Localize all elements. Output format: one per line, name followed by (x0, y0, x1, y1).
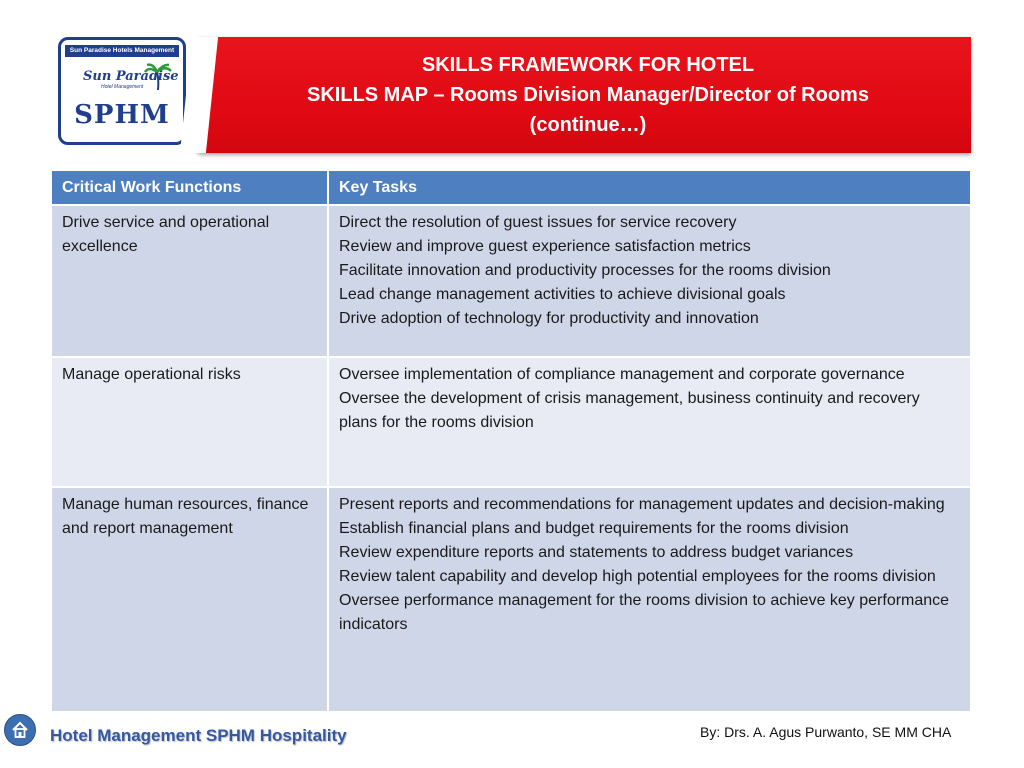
logo-top-text: Sun Paradise Hotels Management (65, 45, 179, 57)
table-row (52, 205, 971, 357)
function-cell: Drive service and operational excellence (52, 205, 328, 357)
task-item: Review talent capability and develop high potential employees for the rooms division (339, 568, 936, 585)
task-item: Direct the resolution of guest issues for service recovery (339, 214, 737, 231)
title-line-3: (continue…) (529, 114, 647, 136)
title-line-2: SKILLS MAP – Rooms Division Manager/Director of Rooms (307, 84, 869, 106)
function-cell: Manage operational risks (52, 357, 328, 487)
home-icon (5, 715, 35, 745)
tasks-cell (328, 357, 971, 487)
title-line-1: SKILLS FRAMEWORK FOR HOTEL (421, 54, 755, 76)
task-item: Review expenditure reports and statements to address budget variances (339, 544, 854, 561)
task-item: Oversee implementation of compliance management and corporate governance (339, 366, 905, 383)
footer-brand: Hotel Management SPHM Hospitality (50, 726, 347, 745)
footer-author: By: Drs. A. Agus Purwanto, SE MM CHA (700, 724, 952, 740)
sphm-logo (58, 37, 186, 145)
table-row (52, 487, 971, 711)
palm-tree-icon (143, 62, 173, 92)
page-title (200, 50, 976, 140)
logo-brand: SPHM (74, 100, 170, 130)
task-item: Drive adoption of technology for productivity and innovation (339, 310, 759, 327)
column-header-functions: Critical Work Functions (52, 171, 328, 205)
task-item: Review and improve guest experience satisfaction metrics (339, 238, 751, 255)
table-row (52, 357, 971, 487)
task-item: Oversee the development of crisis management, business continuity and recovery plans for the rooms division (339, 390, 920, 431)
tasks-cell (328, 487, 971, 711)
task-item: Facilitate innovation and productivity processes for the rooms division (339, 262, 831, 279)
task-item: Present reports and recommendations for management updates and decision-making (339, 496, 945, 513)
task-item: Oversee performance management for the rooms division to achieve key performance indicators (339, 592, 950, 633)
logo-sub-text: Hotel Management (101, 84, 144, 90)
logo-script-text: Sun Paradise (83, 69, 179, 84)
function-cell: Manage human resources, finance and report management (52, 487, 328, 711)
task-item: Lead change management activities to achieve divisional goals (339, 286, 786, 303)
table-header-row (52, 171, 971, 205)
home-button[interactable] (4, 714, 36, 746)
tasks-cell (328, 205, 971, 357)
task-item: Establish financial plans and budget requirements for the rooms division (339, 520, 849, 537)
column-header-tasks: Key Tasks (328, 171, 971, 205)
skills-map-table (52, 171, 972, 711)
